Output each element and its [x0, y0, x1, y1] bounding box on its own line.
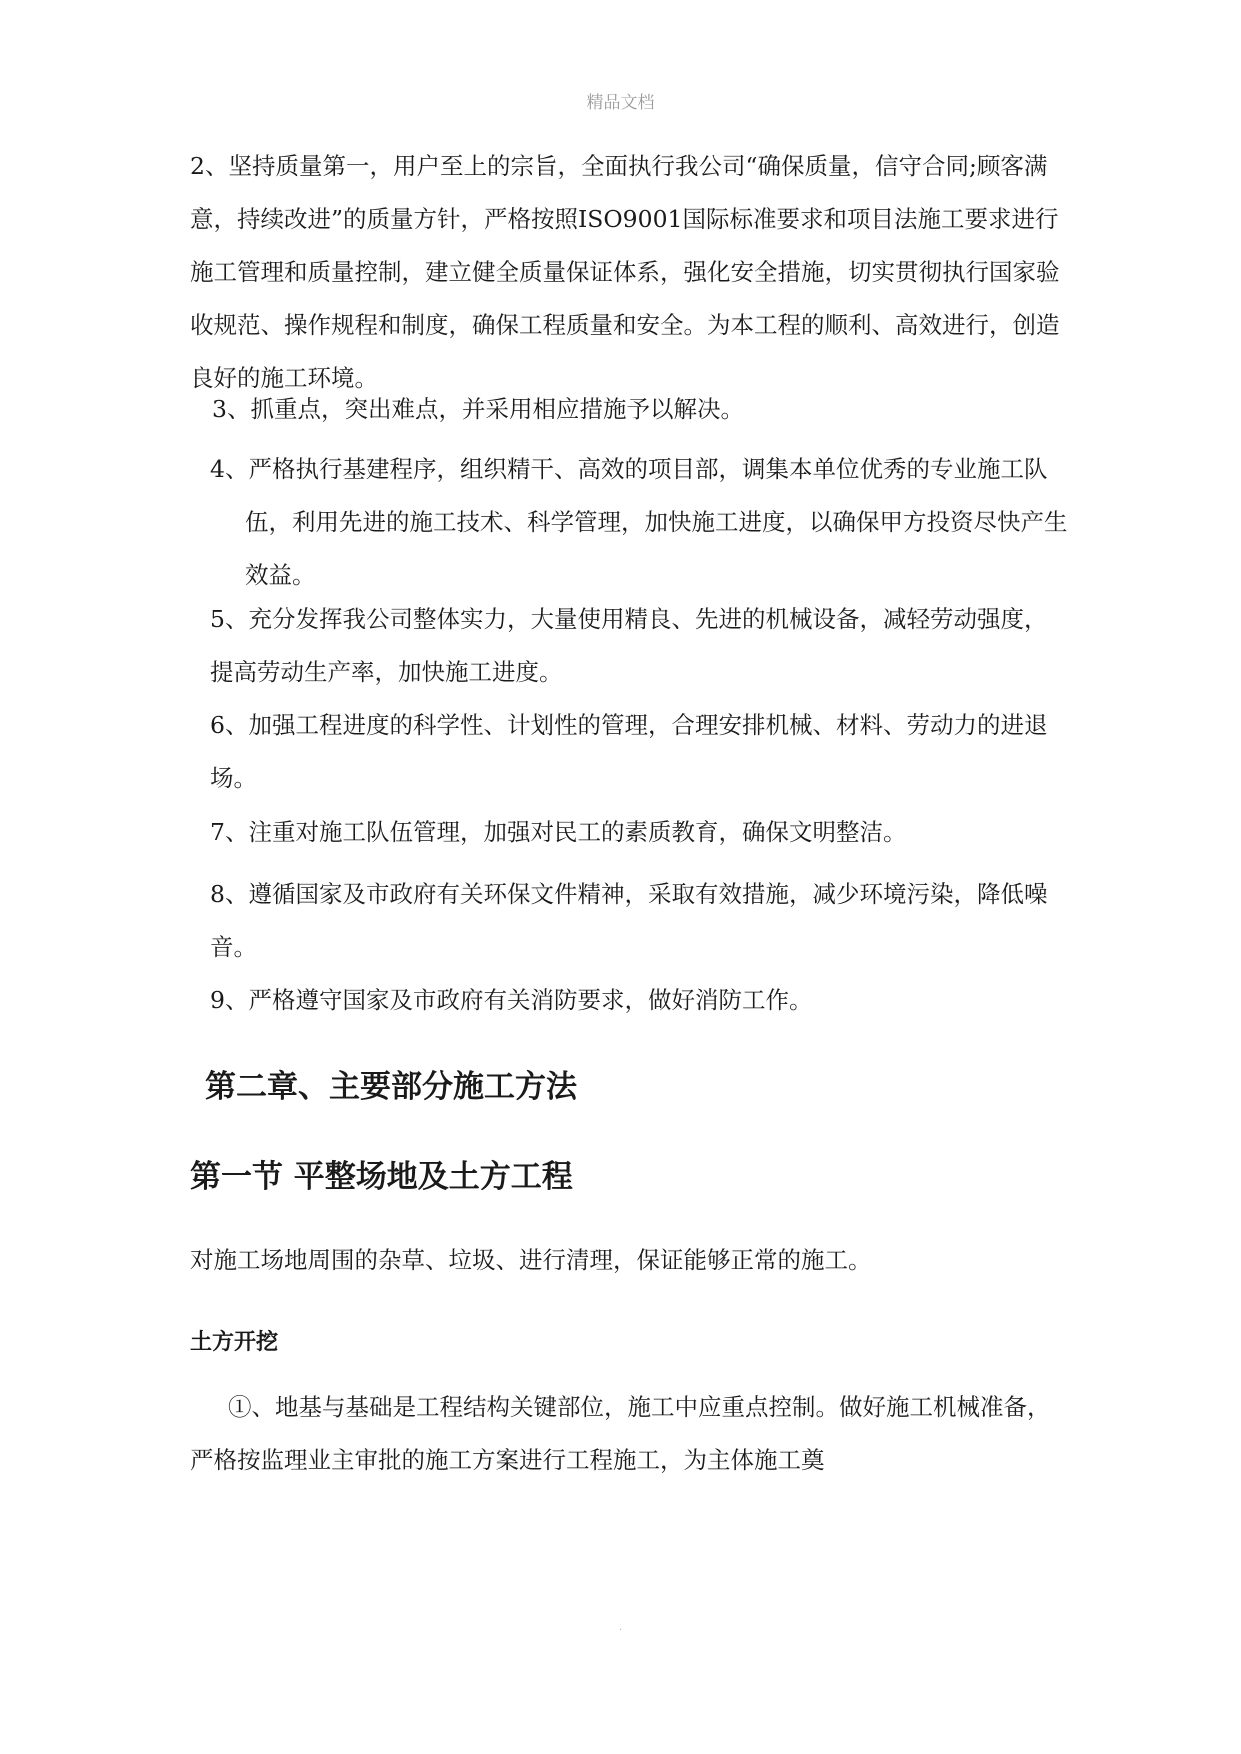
- paragraph-7: 7、注重对施工队伍管理，加强对民工的素质教育，确保文明整洁。: [210, 818, 907, 846]
- paragraph-3: 3、抓重点，突出难点，并采用相应措施予以解决。: [212, 395, 744, 423]
- chapter-title: 第二章、主要部分施工方法: [205, 1069, 577, 1105]
- excavation-paragraph: ①、地基与基础是工程结构关键部位，施工中应重点控制。做好施工机械准备，严格按监理业主审批的施工方案进行工程施工，为主体施工奠: [190, 1393, 1051, 1474]
- paragraph-4: 4、严格执行基建程序，组织精干、高效的项目部，调集本单位优秀的专业施工队伍，利用先进的施工技术、科学管理，加快施工进度，以确保甲方投资尽快产生效益。: [210, 455, 1068, 589]
- page-header: 精品文档: [586, 93, 655, 113]
- paragraph-8: 8、遵循国家及市政府有关环保文件精神，采取有效措施，减少环境污染，降低噪音。: [210, 880, 1048, 961]
- paragraph-5: 5、充分发挥我公司整体实力，大量使用精良、先进的机械设备，减轻劳动强度，提高劳动生产率，加快施工进度。: [210, 605, 1048, 686]
- section-title: 第一节 平整场地及土方工程: [190, 1159, 573, 1195]
- section-intro: 对施工场地周围的杂草、垃圾、进行清理，保证能够正常的施工。: [190, 1246, 872, 1274]
- paragraph-9: 9、严格遵守国家及市政府有关消防要求，做好消防工作。: [210, 986, 813, 1014]
- paragraph-2: 2、坚持质量第一，用户至上的宗旨，全面执行我公司“确保质量，信守合同;顾客满意，持续改进”的质量方针，严格按照ISO9001国际标准要求和项目法施工要求进行施工管理和质量控制，建立健全质量保证体系，强化安全措施，切实贯彻执行国家验收规范、操作规程和制度，确保工程质量和安全。为本工程的顺利、高效进行，创造良好的施工环境。: [190, 152, 1060, 392]
- subsection-title: 土方开挖: [190, 1330, 279, 1355]
- paragraph-6: 6、加强工程进度的科学性、计划性的管理，合理安排机械、材料、劳动力的进退场。: [210, 711, 1048, 792]
- footer-mark: .: [619, 1622, 623, 1633]
